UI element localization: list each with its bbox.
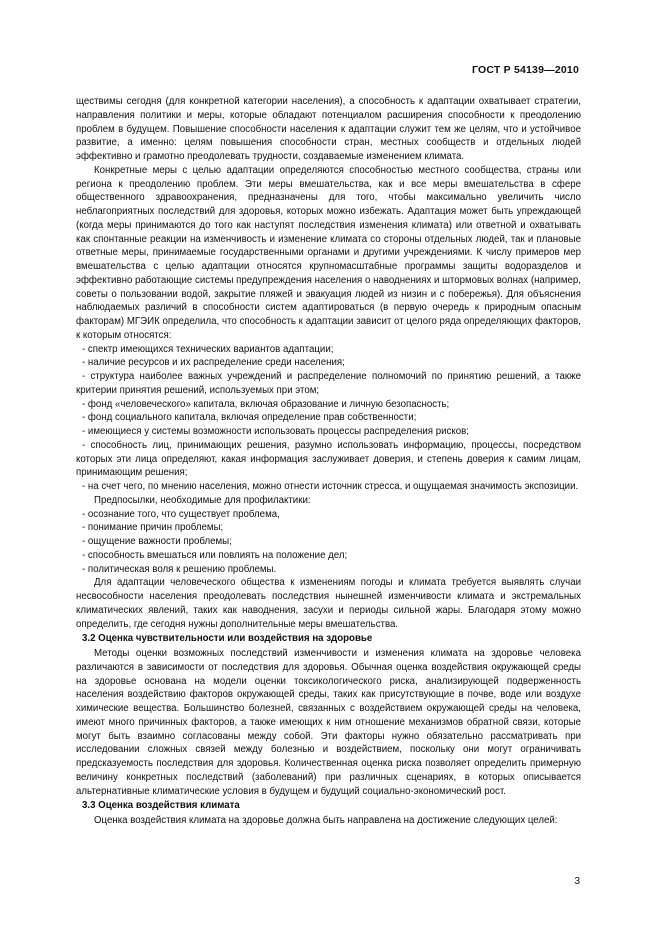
factor-item: - имеющиеся у системы возможности использовать процессы распределения рисков;: [82, 426, 469, 437]
prereq-item: - осознание того, что существует проблема,: [82, 508, 280, 520]
section-3-3-heading: 3.3 Оценка воздействия климата: [82, 800, 240, 812]
prereq-item: - понимание причин проблемы;: [82, 522, 224, 534]
intro-paragraph: ществимы сегодня (для конкретной категории населения), а способность к адаптации охватывает стратегии, направления политики и меры, которые обладают потенциалом расширения способности к преодолению проблем в будущем. Повышение способности населения к адаптации служит тем же целям, что и устойчивое развитие, а именно: целям повышения способности стран, местных сообществ и отдельных людей эффективно и грамотно преодолевать трудности, создаваемые изменением климата.: [76, 96, 581, 162]
document-header: ГОСТ Р 54139—2010: [471, 64, 579, 76]
factor-item: - наличие ресурсов и их распределение среди населения;: [82, 357, 345, 369]
prereq-item: - ощущение важности проблемы;: [82, 536, 232, 547]
page-number: 3: [574, 876, 580, 887]
section-3-2-heading: 3.2 Оценка чувствительности или воздействия на здоровье: [82, 633, 373, 645]
factor-item: - фонд «человеческого» капитала, включая образование и личную безопасность;: [82, 398, 450, 410]
prereq-item: - способность вмешаться или повлиять на положение дел;: [82, 549, 348, 561]
factor-item: - структура наиболее важных учреждений и распределение полномочий по принятию решений, а также критерии принятия решений, используемых при этом;: [76, 371, 581, 396]
section-3-3-text: Оценка воздействия климата на здоровье должна быть направлена на достижение следующих целей:: [94, 815, 558, 826]
prereq-intro: Предпосылки, необходимые для профилактики:: [94, 494, 311, 506]
adaptation-paragraph: Для адаптации человеческого общества к изменениям погоды и климата требуется выявлять случаи несвособности населения преодолевать последствия нынешней изменчивости климата и экстремальных климатических явлений, таких как наводнения, засухи и периоды сильной жары. Благодаря этому можно определить, где сегодня нужны дополнительные меры вмешательства.: [76, 577, 581, 630]
factor-item: - спектр имеющихся технических вариантов адаптации;: [82, 343, 334, 355]
measures-paragraph: Конкретные меры с целью адаптации определяются способностью местного сообщества, страны или региона к преодолению проблем. Эти меры вмешательства, как и все меры вмешательства в сфере общественного здравоохранения, предназначены для того, чтобы максимально увеличить число неблагоприятных последствий для здоровья, которых можно избежать. Адаптация может быть упреждающей (когда меры принимаются до того как наступят последствия изменения климата) или ответной и охватывать как спонтанные реакции на изменчивость и изменение климата со стороны отдельных людей, так и плановые ответные меры, принимаемые государственными органами и другими учреждениями. К числу примеров мер вмешательства с целью адаптации относятся крупномасштабные программы защиты водоразделов и эффективно работающие системы предупреждения населения о наводнениях и штормовых волнах (например, советы о пользовании водой, закрытие пляжей и эвакуация людей из низин и с побережья). Для объяснения наблюдаемых различий в способности систем адаптироваться (в первую очередь к природным опасным факторам) МГЭИК определила, что способность к адаптации зависит от целого ряда определяющих факторов, к которым относятся:: [76, 164, 581, 341]
factor-item: - фонд социального капитала, включая определение прав собственности;: [82, 412, 417, 424]
section-3-2-text: Методы оценки возможных последствий изменчивости и изменения климата на здоровье человека различаются в зависимости от последствия для здоровья. Обычная оценка воздействия окружающей среды на здоровье основана на модели оценки токсикологического риска, анализирующей подверженность населения воздействию факторов окружающей среды, таких как присутствующие в почве, воде или воздухе химические вещества. Большинство болезней, связанных с воздействием окружающей среды на человека, имеют много причинных факторов, а также имеющих к ним отношение механизмов обратной связи, которые могут быть взаимно согласованы между собой. Эти факторы нужно обязательно рассматривать при исследовании сложных связей между болезнью и воздействием, поскольку они могут ограничивать предсказуемость последствия для здоровья. Количественная оценка риска позволяет определить примерную величину конкретных последствий (заболеваний) при различных сценариях, в которых описывается альтернативные климатические условия в будущем и будущий социально-экономический рост.: [76, 648, 581, 797]
page-content: [76, 95, 581, 828]
factor-item: - на счет чего, по мнению населения, можно отнести источник стресса, и ощущаемая значимость экспозиции.: [82, 481, 579, 492]
factor-item: - способность лиц, принимающих решения, разумно использовать информацию, процессы, посредством которых эти лица определяют, какая информация заслуживает доверия, и степень доверия к самим лицам, принимающим решения;: [76, 439, 581, 479]
prereq-item: - политическая воля к решению проблемы.: [82, 563, 277, 575]
